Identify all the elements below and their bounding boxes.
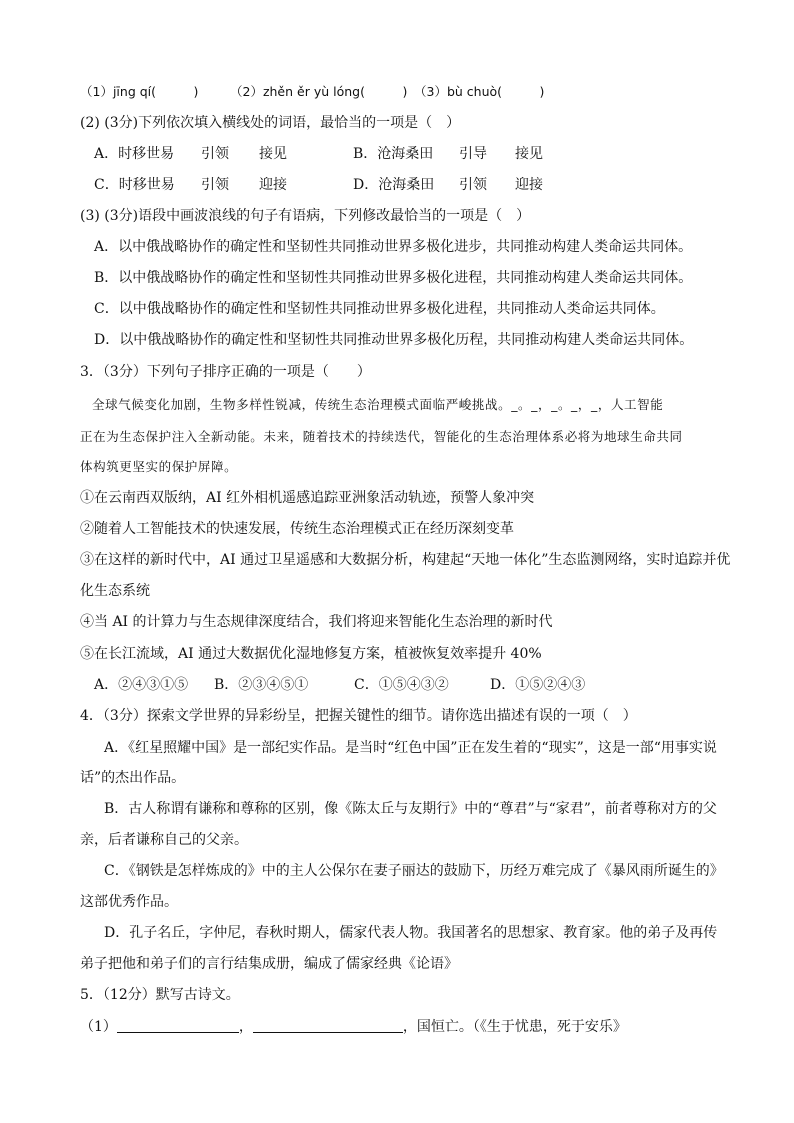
q2-option-a: A．时移世易 bbox=[94, 146, 175, 162]
q2-3-option-c: C．以中俄战略协作的确定性和坚韧性共同推动世界多极化进程，共同推动人类命运共同体。 bbox=[94, 301, 665, 317]
q4-option-b-cont: 亲，后者谦称自己的父亲。 bbox=[80, 832, 248, 848]
q5-item-1-suffix: ，国恒亡。（《生于忧患，死于安乐》 bbox=[402, 1019, 627, 1035]
pinyin-item-3: （3）bù chuò( ) bbox=[414, 84, 545, 99]
q2-option-c-word3: 迎接 bbox=[259, 177, 287, 193]
q5-item-1-sep: ， bbox=[238, 1019, 253, 1035]
q3-option-c: C．①⑤④③② bbox=[354, 677, 449, 693]
q2-3-stem: (3) (3分)语段中画波浪线的句子有语病，下列修改最恰当的一项是（ ） bbox=[80, 208, 531, 224]
q2-option-b-word3: 接见 bbox=[515, 146, 543, 162]
q3-option-b: B．②③④⑤① bbox=[214, 677, 309, 693]
pinyin-item-1: （1）jīng qí( ) bbox=[80, 84, 199, 99]
q2-3-option-d: D．以中俄战略协作的确定性和坚韧性共同推动世界多极化历程，共同推动构建人类命运共同体。 bbox=[94, 332, 694, 348]
q4-option-a: A．《红星照耀中国》是一部纪实作品。是当时“红色中国”正在发生着的“现实”，这是一部“用事实说 bbox=[104, 740, 717, 756]
q4-option-c: C．《钢铁是怎样炼成的》中的主人公保尔在妻子丽达的鼓励下，历经万难完成了《暴风雨所诞生的》 bbox=[104, 863, 724, 879]
q3-option-a: A．②④③①⑤ bbox=[94, 677, 189, 693]
q4-stem: 4．（3分）探索文学世界的异彩纷呈，把握关键性的细节。请你选出描述有误的一项（ ） bbox=[80, 708, 637, 724]
q4-option-d: D．孔子名丘，字仲尼，春秋时期人，儒家代表人物。我国著名的思想家、教育家。他的弟子及再传 bbox=[104, 925, 718, 941]
q2-option-a-word3: 接见 bbox=[259, 146, 287, 162]
q4-option-d-cont: 弟子把他和弟子们的言行结集成册，编成了儒家经典《论语》 bbox=[80, 956, 458, 972]
q2-stem: (2) (3分)下列依次填入横线处的词语，最恰当的一项是（ ） bbox=[80, 115, 461, 131]
q2-option-b-word2: 引导 bbox=[459, 146, 487, 162]
answer-blank-1[interactable] bbox=[117, 1018, 239, 1033]
q3-passage-line-1: 全球气候变化加剧，生物多样性锐减，传统生态治理模式面临严峻挑战。_。_，_。_，_，人工智能 bbox=[92, 397, 664, 412]
q4-option-c-cont: 这部优秀作品。 bbox=[80, 894, 178, 910]
q5-item-1-number: （1） bbox=[80, 1019, 117, 1035]
q2-3-option-a: A．以中俄战略协作的确定性和坚韧性共同推动世界多极化进步，共同推动构建人类命运共同体。 bbox=[94, 239, 693, 255]
q3-stem: 3．（3分）下列句子排序正确的一项是（ ） bbox=[80, 364, 371, 380]
q5-item-1 bbox=[80, 1017, 627, 1037]
q3-passage-line-2: 正在为生态保护注入全新动能。未来，随着技术的持续迭代，智能化的生态治理体系必将为地球生命共同 bbox=[80, 429, 683, 444]
q2-option-c-word2: 引领 bbox=[201, 177, 229, 193]
q3-option-d: D．①⑤②④③ bbox=[490, 677, 586, 693]
q2-option-b: B．沧海桑田 bbox=[353, 146, 434, 162]
q2-option-d-word2: 引领 bbox=[459, 177, 487, 193]
q3-sentence-2: ②随着人工智能技术的快速发展，传统生态治理模式正在经历深刻变革 bbox=[80, 521, 514, 537]
q3-passage-line-3: 体构筑更坚实的保护屏障。 bbox=[80, 459, 238, 474]
q2-option-d: D．沧海桑田 bbox=[353, 177, 435, 193]
answer-blank-2[interactable] bbox=[253, 1018, 403, 1033]
pinyin-item-2: （2）zhěn ěr yù lóng( ) bbox=[230, 84, 408, 99]
q3-sentence-4: ④当 AI 的计算力与生态规律深度结合，我们将迎来智能化生态治理的新时代 bbox=[80, 614, 553, 630]
q2-3-option-b: B．以中俄战略协作的确定性和坚韧性共同推动世界多极化进程，共同推动构建人类命运共同体。 bbox=[94, 270, 693, 286]
q3-sentence-3-cont: 化生态系统 bbox=[80, 583, 150, 599]
q4-option-a-cont: 话”的杰出作品。 bbox=[80, 770, 186, 786]
q3-sentence-1: ①在云南西双版纳，AI 红外相机遥感追踪亚洲象活动轨迹，预警人象冲突 bbox=[80, 490, 535, 506]
q3-sentence-5: ⑤在长江流域，AI 通过大数据优化湿地修复方案，植被恢复效率提升 40% bbox=[80, 646, 542, 662]
q2-option-a-word2: 引领 bbox=[201, 146, 229, 162]
q4-option-b: B．古人称谓有谦称和尊称的区别，像《陈太丘与友期行》中的“尊君”与“家君”，前者尊称对方的父 bbox=[104, 801, 717, 817]
q2-option-d-word3: 迎接 bbox=[515, 177, 543, 193]
q2-option-c: C．时移世易 bbox=[94, 177, 175, 193]
q5-stem: 5．（12分）默写古诗文。 bbox=[80, 987, 240, 1003]
q3-sentence-3: ③在这样的新时代中，AI 通过卫星遥感和大数据分析，构建起“天地一体化”生态监测网络，实时追踪并优 bbox=[80, 552, 731, 568]
